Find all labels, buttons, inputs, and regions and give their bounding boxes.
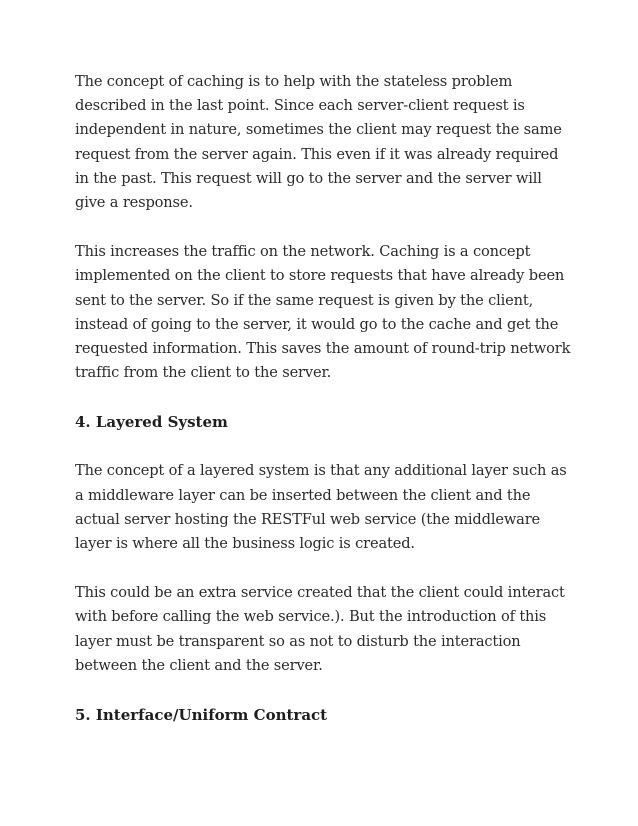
paragraph-caching-intro: The concept of caching is to help with the stateless problem described in the last point. Since each server-client request is independent in nature, sometimes the client may request the same request from the server again. This even if it was already required in the past. This request will go to the server and the server will give a response. [75,73,562,212]
paragraph-layered-extra-service: This could be an extra service created that the client could interact with before calling the web service.). But the introduction of this layer must be transparent so as not to disturb the interaction between the client and the server. [75,584,565,674]
document-page [75,70,575,752]
heading-interface-contract: 5. Interface/Uniform Contract [75,706,328,725]
paragraph-layered-concept: The concept of a layered system is that any additional layer such as a middleware layer can be inserted between the client and the actual server hosting the RESTFul web service (the middleware layer is where all the business logic is created. [75,462,567,553]
paragraph-caching-traffic: This increases the traffic on the network. Caching is a concept implemented on the client to store requests that have already been sent to the server. So if the same request is given by the client, instead of going to the server, it would go to the cache and get the requested information. This saves the amount of round-trip network traffic from the client to the server. [75,243,571,382]
heading-layered-system: 4. Layered System [75,413,228,432]
